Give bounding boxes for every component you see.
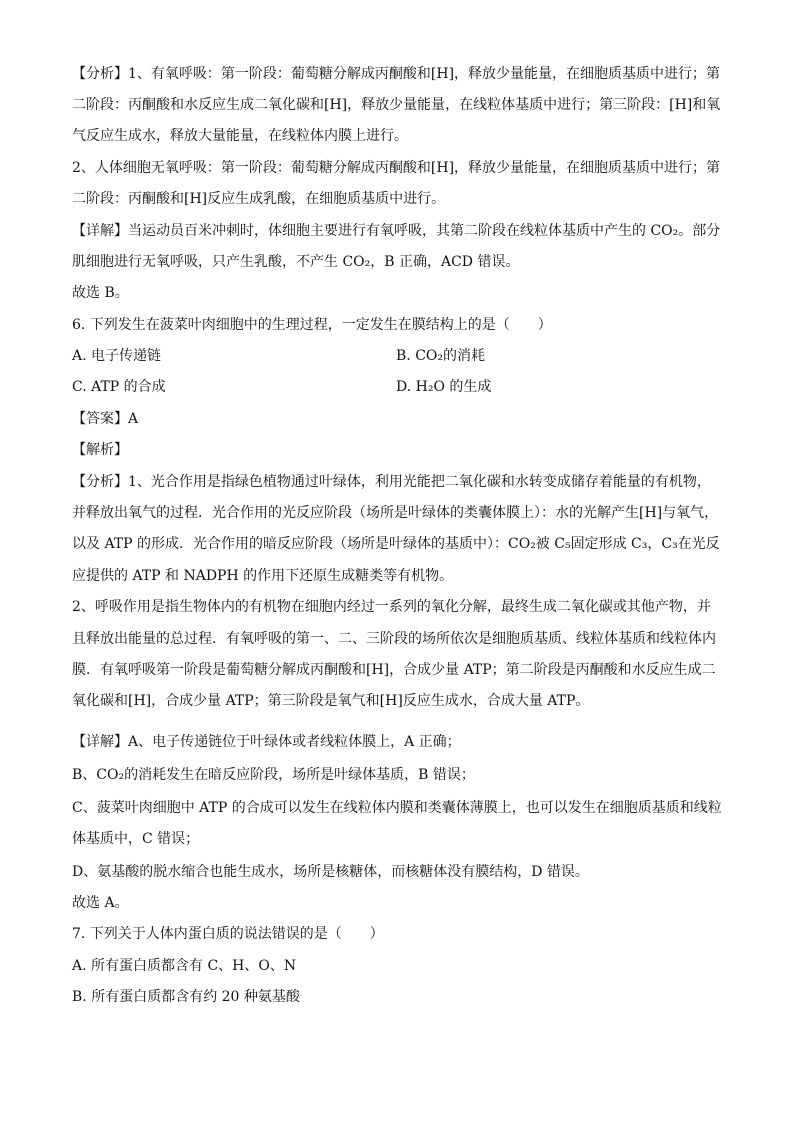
analysis-line: 2、呼吸作用是指生物体内的有机物在细胞内经过一系列的氧化分解，最终生成二氧化碳或其他产物，并 [72, 599, 711, 615]
analysis-line: 2、人体细胞无氧呼吸：第一阶段：葡萄糖分解成丙酮酸和[H]，释放少量能量，在细胞质基质中进行；第 [72, 160, 721, 176]
detail-line: 肌细胞进行无氧呼吸，只产生乳酸，不产生 CO₂，B 正确，ACD 错误。 [72, 254, 520, 270]
detail-line: C、菠菜叶肉细胞中 ATP 的合成可以发生在线粒体内膜和类囊体薄膜上，也可以发生在细胞质基质和线粒 [72, 800, 722, 816]
analysis-line: 氧化碳和[H]，合成少量 ATP；第三阶段是氧气和[H]反应生成水，合成大量 ATP。 [72, 693, 590, 709]
conclusion-line: 故选 B。 [72, 285, 129, 301]
analysis-line: 且释放出能量的总过程．有氧呼吸的第一、二、三阶段的场所依次是细胞质基质、线粒体基质和线粒体内 [72, 631, 716, 647]
analysis-line: 二阶段：丙酮酸和[H]反应生成乳酸，在细胞质基质中进行。 [72, 191, 446, 207]
question-7-stem: 7. 下列关于人体内蛋白质的说法错误的是（ ） [72, 926, 384, 942]
detail-line: D、氨基酸的脱水缩合也能生成水，场所是核糖体，而核糖体没有膜结构，D 错误。 [72, 864, 589, 880]
analysis-line: 气反应生成水，释放大量能量，在线粒体内膜上进行。 [72, 128, 408, 144]
conclusion-line: 故选 A。 [72, 895, 129, 911]
q6-options-row-1 [72, 346, 722, 366]
q6-option-b: B. CO₂的消耗 [396, 348, 485, 364]
detail-line: 【详解】A、电子传递链位于叶绿体或者线粒体膜上，A 正确； [72, 734, 461, 750]
analysis-line: 【分析】1、有氧呼吸：第一阶段：葡萄糖分解成丙酮酸和[H]，释放少量能量，在细胞质基质中进行；第 [72, 66, 721, 82]
detail-line: 体基质中，C 错误； [72, 831, 200, 847]
analysis-line: 并释放出氧气的过程．光合作用的光反应阶段（场所是叶绿体的类囊体膜上）：水的光解产生[H]与氧气， [72, 505, 719, 521]
detail-line: 【详解】当运动员百米冲刺时，体细胞主要进行有氧呼吸，其第二阶段在线粒体基质中产生的 CO₂。部分 [72, 223, 721, 239]
analysis-line: 【分析】1、光合作用是指绿色植物通过叶绿体，利用光能把二氧化碳和水转变成储存着能量的有机物， [72, 474, 711, 490]
analysis-line: 膜．有氧呼吸第一阶段是葡萄糖分解成丙酮酸和[H]，合成少量 ATP；第二阶段是丙酮酸和水反应生成二 [72, 662, 716, 678]
question-6-stem: 6. 下列发生在菠菜叶肉细胞中的生理过程，一定发生在膜结构上的是（ ） [72, 317, 552, 333]
q6-option-c: C. ATP 的合成 [72, 379, 166, 395]
analysis-line: 应提供的 ATP 和 NADPH 的作用下还原生成糖类等有机物。 [72, 568, 454, 584]
detail-line: B、CO₂的消耗发生在暗反应阶段，场所是叶绿体基质，B 错误； [72, 767, 475, 783]
answer-line: 【答案】A [72, 411, 139, 427]
q6-options-row-2 [72, 377, 722, 397]
analysis-line: 二阶段：丙酮酸和水反应生成二氧化碳和[H]，释放少量能量，在线粒体基质中进行；第三阶段：[H]和氧 [72, 97, 721, 113]
q7-option-b: B. 所有蛋白质都含有约 20 种氨基酸 [72, 989, 300, 1005]
q6-option-a: A. 电子传递链 [72, 348, 162, 364]
q7-option-a: A. 所有蛋白质都含有 C、H、O、N [72, 958, 297, 974]
explanation-heading: 【解析】 [72, 442, 128, 458]
analysis-line: 以及 ATP 的形成．光合作用的暗反应阶段（场所是叶绿体的基质中）：CO₂被 C₅固定形成 C₃，C₃在光反 [72, 536, 720, 552]
q6-option-d: D. H₂O 的生成 [396, 379, 492, 395]
